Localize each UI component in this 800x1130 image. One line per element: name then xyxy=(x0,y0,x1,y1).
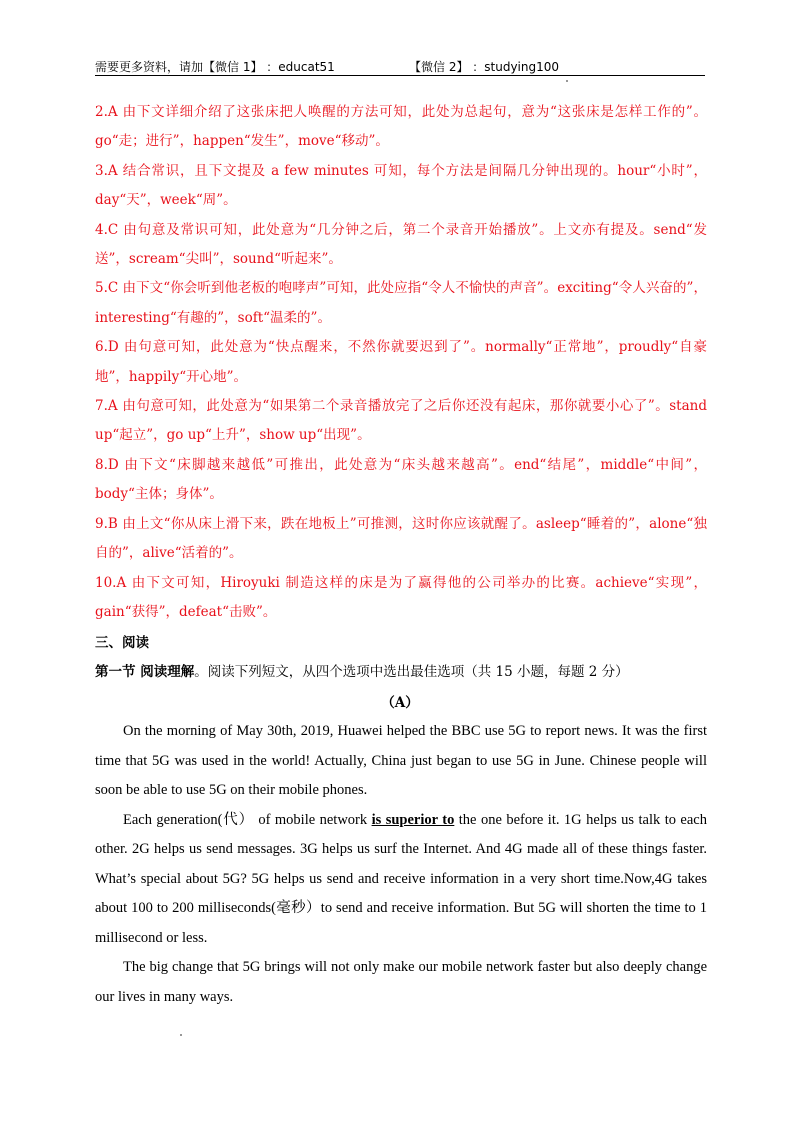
answer-item: 2.A 由下文详细介绍了这张床把人唤醒的方法可知，此处为总起句，意为“这张床是怎样工作的”。go“走；进行”，happen“发生”，move“移动”。 xyxy=(95,104,707,150)
answer-item: 10.A 由下文可知，Hiroyuki 制造这样的床是为了赢得他的公司举办的比赛。achieve“实现”，gain“获得”，defeat“击败”。 xyxy=(95,574,707,620)
answer-item: 8.D 由下文“床脚越来越低”可推出，此处意为“床头越来越高”。end“结尾”，middle“中间”，body“主体；身体”。 xyxy=(95,456,707,503)
answer-item: 4.C 由句意及常识可知，此处意为“几分钟之后，第二个录音开始播放”。上文亦有提及。send“发送”，scream“尖叫”，sound“听起来”。 xyxy=(95,221,707,268)
speck-mark xyxy=(180,1034,182,1036)
header-contact-left: 需要更多资料，请加【微信 1】 ：educat51 xyxy=(95,60,335,74)
answer-item: 6.D 由句意可知，此处意为“快点醒来，不然你就要迟到了”。normally“正常地”，proudly“自豪地”，happily“开心地”。 xyxy=(95,339,707,385)
reading-passage xyxy=(95,717,707,1012)
speck-mark xyxy=(566,80,568,82)
passage-text: Each generation(代） of mobile network xyxy=(123,811,372,828)
answer-item: 3.A 结合常识，且下文提及 a few minutes 可知，每个方法是间隔几分钟出现的。hour“小时”，day“天”，week“周”。 xyxy=(95,162,707,209)
passage-label: （A） xyxy=(381,695,419,711)
header-contact-right: 【微信 2】 ：studying100 xyxy=(409,60,560,74)
section-instructions xyxy=(95,662,629,682)
section-sub-text: 。阅读下列短文，从四个选项中选出最佳选项（共 15 小题，每题 2 分） xyxy=(194,664,629,680)
section-sub-title: 第一节 阅读理解 xyxy=(95,664,195,680)
answer-explanations xyxy=(95,98,707,627)
answer-item: 9.B 由上文“你从床上滑下来，跌在地板上”可推测，这时你应该就醒了。asleep“睡着的”，alone“独自的”，alive“活着的”。 xyxy=(95,515,707,562)
section-heading: 三、阅读 xyxy=(95,635,149,651)
passage-paragraph: The big change that 5G brings will not only make our mobile network faster but also deeply change our lives in many ways. xyxy=(95,959,707,1005)
answer-item: 7.A 由句意可知，此处意为“如果第二个录音播放完了之后你还没有起床，那你就要小心了”。stand up“起立”，go up“上升”，show up“出现”。 xyxy=(95,398,707,444)
page-header xyxy=(95,56,705,76)
passage-paragraph: On the morning of May 30th, 2019, Huawei helped the BBC use 5G to report news. It was the first time that 5G was used in the world! Actually, China just began to use 5G in June. Chinese people will soon be able to use 5G on their mobile phones. xyxy=(95,723,707,798)
passage-text: the one before it. 1G helps us talk to each other. 2G helps us send messages. 3G helps us surf the Internet. And 4G made all of these things faster. What’s special about 5G? 5G helps us send and receive information in a very short time.Now,4G takes about 100 to 200 milliseconds(毫秒）to send and receive information. But 5G will shorten the time to 1 millisecond or less. xyxy=(95,811,707,946)
header-divider xyxy=(95,75,705,76)
answer-item: 5.C 由下文“你会听到他老板的咆哮声”可知，此处应指“令人不愉快的声音”。exciting“令人兴奋的”，interesting“有趣的”，soft“温柔的”。 xyxy=(95,280,707,326)
passage-paragraph xyxy=(95,806,707,954)
highlighted-phrase: is superior to xyxy=(371,811,455,828)
